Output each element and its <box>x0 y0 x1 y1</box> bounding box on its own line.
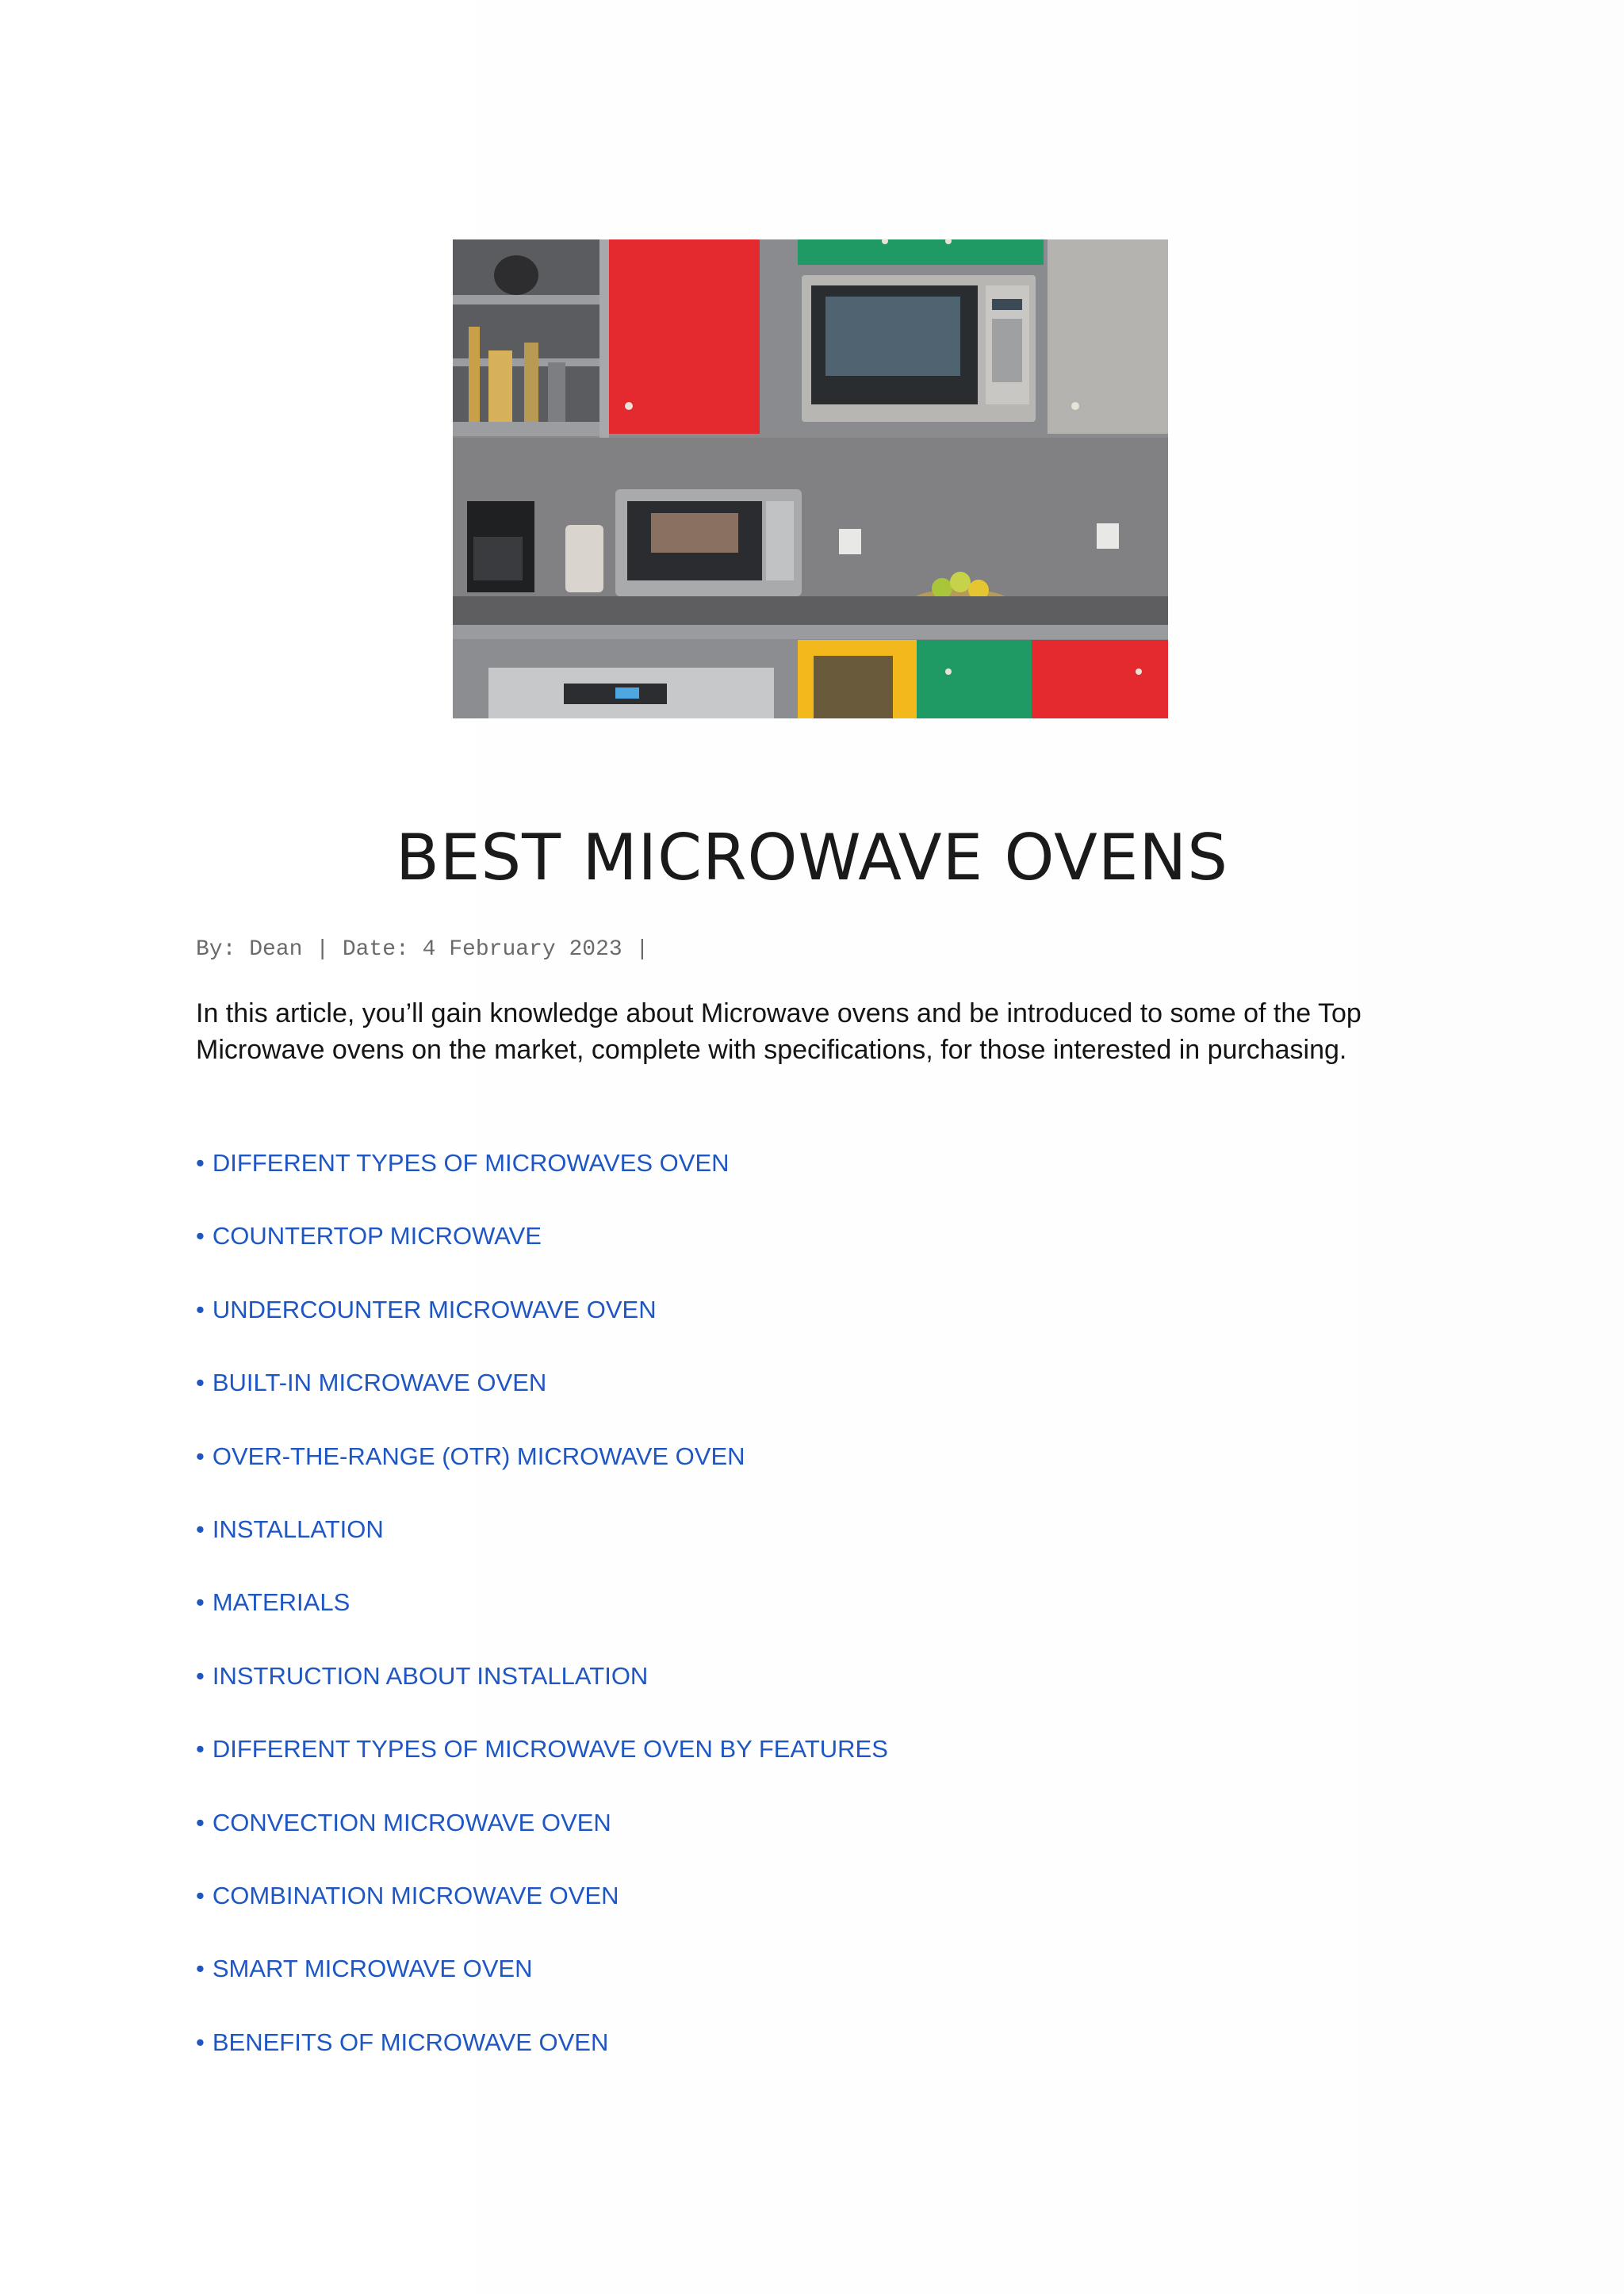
bullet-icon: • <box>196 1369 205 1397</box>
toc-link-over-the-range[interactable] <box>196 1438 888 1511</box>
intro-paragraph: In this article, you’ll gain knowledge about Microwave ovens and be introduced to some of the Top Microwave ovens on the market, complete with specifications, for those interested in purchasing. <box>196 998 1362 1065</box>
bullet-icon: • <box>196 1149 205 1177</box>
toc-link-label: COMBINATION MICROWAVE OVEN <box>212 1881 619 1909</box>
toc-link-materials[interactable] <box>196 1584 888 1657</box>
bullet-icon: • <box>196 1222 205 1250</box>
toc-link-label: INSTRUCTION ABOUT INSTALLATION <box>212 1661 649 1690</box>
toc-link-label: CONVECTION MICROWAVE OVEN <box>212 1808 611 1836</box>
toc-link-countertop[interactable] <box>196 1218 888 1291</box>
bullet-icon: • <box>196 1515 205 1543</box>
byline: By: Dean | Date: 4 February 2023 | <box>196 937 649 962</box>
toc-link-label: BENEFITS OF MICROWAVE OVEN <box>212 2028 609 2056</box>
bullet-icon: • <box>196 1588 205 1617</box>
bullet-icon: • <box>196 2028 205 2056</box>
toc-link-convection[interactable] <box>196 1805 888 1878</box>
toc-link-types-by-features[interactable] <box>196 1731 888 1804</box>
toc-link-label: OVER-THE-RANGE (OTR) MICROWAVE OVEN <box>212 1442 745 1470</box>
toc-link-label: INSTALLATION <box>212 1515 384 1543</box>
toc-link-built-in[interactable] <box>196 1365 888 1438</box>
toc-link-undercounter[interactable] <box>196 1292 888 1365</box>
toc-link-label: SMART MICROWAVE OVEN <box>212 1955 533 1983</box>
toc-link-label: MATERIALS <box>212 1588 350 1617</box>
bullet-icon: • <box>196 1735 205 1764</box>
toc-link-label: BUILT-IN MICROWAVE OVEN <box>212 1369 547 1397</box>
bullet-icon: • <box>196 1661 205 1690</box>
toc-link-installation[interactable] <box>196 1511 888 1584</box>
bullet-icon: • <box>196 1295 205 1323</box>
hero-image <box>453 239 1168 718</box>
table-of-contents <box>196 1145 888 2097</box>
toc-link-installation-instructions[interactable] <box>196 1658 888 1731</box>
bullet-icon: • <box>196 1808 205 1836</box>
toc-link-types-of-microwaves[interactable] <box>196 1145 888 1218</box>
toc-link-label: COUNTERTOP MICROWAVE <box>212 1222 542 1250</box>
page-title: BEST MICROWAVE OVENS <box>395 821 1229 894</box>
toc-link-label: DIFFERENT TYPES OF MICROWAVE OVEN BY FEATURES <box>212 1735 888 1764</box>
toc-link-label: UNDERCOUNTER MICROWAVE OVEN <box>212 1295 657 1323</box>
toc-link-label: DIFFERENT TYPES OF MICROWAVES OVEN <box>212 1149 730 1177</box>
bullet-icon: • <box>196 1442 205 1470</box>
toc-link-smart[interactable] <box>196 1951 888 2024</box>
bullet-icon: • <box>196 1881 205 1909</box>
toc-link-benefits[interactable] <box>196 2024 888 2097</box>
toc-link-combination[interactable] <box>196 1878 888 1951</box>
bullet-icon: • <box>196 1955 205 1983</box>
